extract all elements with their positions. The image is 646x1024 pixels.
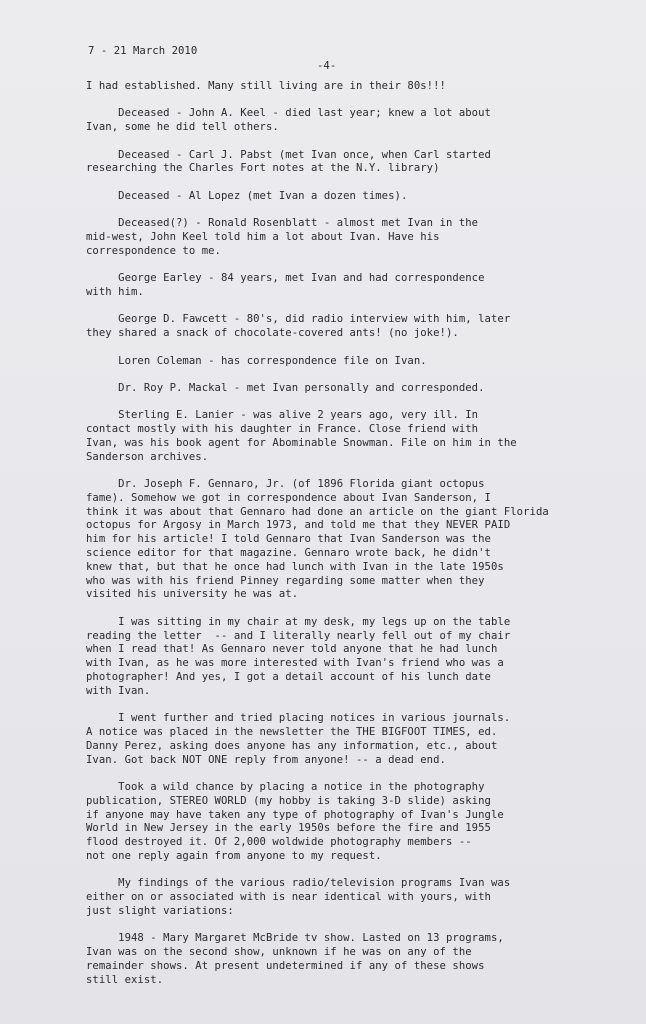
text-line: Ivan, was his book agent for Abominable Snowman. File on him in the	[86, 436, 517, 449]
paragraph	[86, 616, 634, 699]
text-line: Dr. Roy P. Mackal - met Ivan personally and corresponded.	[86, 381, 485, 394]
text-line: visited his university he was at.	[86, 588, 299, 601]
text-line: Dr. Joseph F. Gennaro, Jr. (of 1896 Florida giant octopus	[86, 478, 485, 491]
text-line: not one reply again from anyone to my request.	[86, 849, 382, 862]
text-line: I had established. Many still living are in their 80s!!!	[86, 80, 446, 92]
text-line: My findings of the various radio/television programs Ivan was	[86, 877, 511, 890]
text-line: who was with his friend Pinney regarding some matter when they	[86, 574, 485, 587]
paragraph	[86, 932, 634, 987]
text-line: him for his article! I told Gennaro that Ivan Sanderson was the	[86, 533, 491, 546]
text-line: with Ivan, as he was more interested with Ivan's friend who was a	[86, 657, 504, 670]
text-line: Sanderson archives.	[86, 450, 209, 463]
paragraph	[86, 781, 634, 864]
text-line: they shared a snack of chocolate-covered ants! (no joke!).	[86, 327, 459, 340]
text-line: Deceased - John A. Keel - died last year; knew a lot about	[86, 107, 491, 120]
text-line: octopus for Argosy in March 1973, and told me that they NEVER PAID	[86, 519, 511, 532]
text-line: still exist.	[86, 973, 164, 986]
text-line: 1948 - Mary Margaret McBride tv show. Lasted on 13 programs,	[86, 932, 504, 945]
paragraph	[86, 409, 634, 464]
text-line: mid-west, John Keel told him a lot about Ivan. Have his	[86, 230, 440, 243]
text-line: Ivan. Got back NOT ONE reply from anyone! -- a dead end.	[86, 753, 446, 766]
page-number: -4-	[317, 60, 337, 72]
text-line: think it was about that Gennaro had done an article on the giant Florida	[86, 505, 549, 518]
text-line: Deceased(?) - Ronald Rosenblatt - almost met Ivan in the	[86, 217, 479, 230]
text-line: George D. Fawcett - 80's, did radio interview with him, later	[86, 313, 511, 326]
text-line: photographer! And yes, I got a detail account of his lunch date	[86, 671, 491, 684]
text-line: fame). Somehow we got in correspondence about Ivan Sanderson, I	[86, 491, 491, 504]
text-line: George Earley - 84 years, met Ivan and had correspondence	[86, 272, 485, 285]
text-line: either on or associated with is near identical with yours, with	[86, 891, 491, 904]
text-line: with him.	[86, 285, 144, 298]
paragraph	[86, 355, 634, 369]
text-line: Sterling E. Lanier - was alive 2 years ago, very ill. In	[86, 409, 479, 422]
text-line: I went further and tried placing notices in various journals.	[86, 712, 511, 725]
text-line: researching the Charles Fort notes at the N.Y. library)	[86, 162, 440, 175]
text-line: remainder shows. At present undetermined if any of these shows	[86, 959, 485, 972]
text-line: publication, STEREO WORLD (my hobby is taking 3-D slide) asking	[86, 794, 491, 807]
text-line: Ivan, some he did tell others.	[86, 121, 279, 134]
paragraph	[86, 190, 634, 204]
text-line: Took a wild chance by placing a notice in the photography	[86, 781, 485, 793]
letter-date: 7 - 21 March 2010	[88, 45, 198, 57]
paragraph	[86, 107, 634, 135]
text-line: contact mostly with his daughter in France. Close friend with	[86, 423, 479, 436]
paragraph	[86, 217, 634, 258]
text-line: Deceased - Al Lopez (met Ivan a dozen times).	[86, 189, 408, 202]
text-line: I was sitting in my chair at my desk, my legs up on the table	[86, 615, 511, 628]
text-line: flood destroyed it. Of 2,000 woldwide photography members --	[86, 836, 472, 849]
paragraph	[86, 478, 634, 602]
paragraph	[86, 382, 634, 396]
text-line: Danny Perez, asking does anyone has any information, etc., about	[86, 739, 498, 752]
paragraph	[86, 149, 634, 177]
text-line: Ivan was on the second show, unknown if he was on any of the	[86, 946, 472, 959]
text-line: with Ivan.	[86, 684, 151, 697]
text-line: when I read that! As Gennaro never told anyone that he had lunch	[86, 643, 498, 656]
text-line: World in New Jersey in the early 1950s before the fire and 1955	[86, 822, 491, 835]
paragraph	[86, 877, 634, 918]
text-line: correspondence to me.	[86, 244, 221, 257]
paragraph	[86, 712, 634, 767]
text-line: science editor for that magazine. Gennaro wrote back, he didn't	[86, 547, 491, 560]
text-line: just slight variations:	[86, 904, 234, 917]
text-line: reading the letter -- and I literally nearly fell out of my chair	[86, 629, 511, 642]
paragraph	[86, 272, 634, 300]
letter-body	[86, 80, 634, 1001]
text-line: Loren Coleman - has correspondence file on Ivan.	[86, 354, 427, 367]
text-line: Deceased - Carl J. Pabst (met Ivan once, when Carl started	[86, 148, 491, 161]
paragraph	[86, 313, 634, 341]
text-line: A notice was placed in the newsletter the THE BIGFOOT TIMES, ed.	[86, 726, 498, 739]
text-line: knew that, but that he once had lunch with Ivan in the late 1950s	[86, 560, 504, 573]
text-line: if anyone may have taken any type of photography of Ivan's Jungle	[86, 808, 504, 821]
paragraph	[86, 80, 634, 94]
